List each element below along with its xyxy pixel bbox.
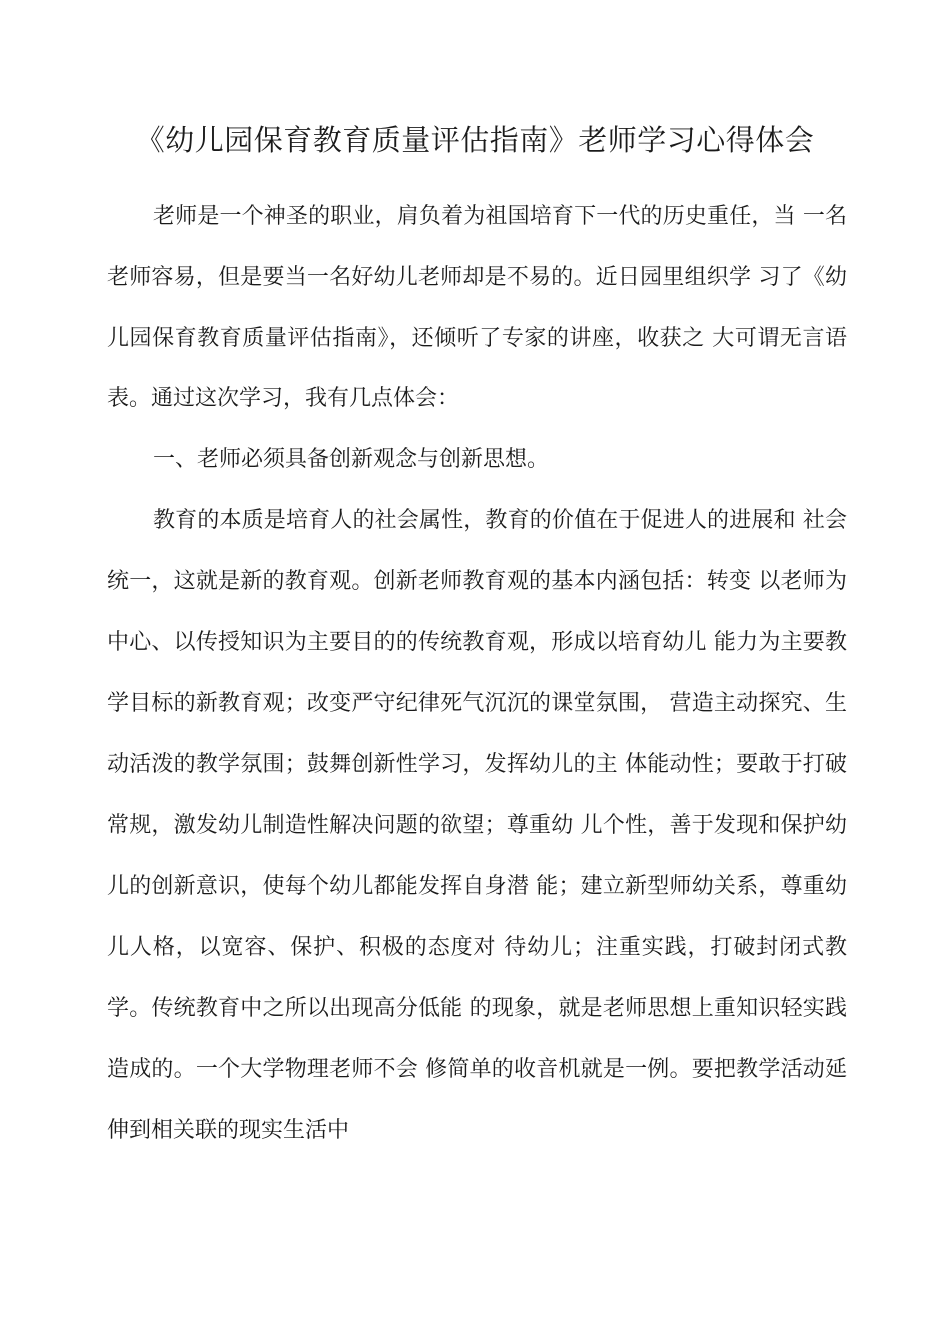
document-title: 《幼儿园保育教育质量评估指南》老师学习心得体会 [135, 123, 815, 157]
paragraph-2-line-3: 中心、以传授知识为主要目的的传统教育观，形成以培育幼儿 能力为主要教 [107, 630, 847, 655]
paragraph-2-line-2: 统一，这就是新的教育观。创新老师教育观的基本内涵包括：转变 以老师为 [107, 569, 847, 594]
paragraph-2-line-8: 儿人格，以宽容、保护、积极的态度对 待幼儿；注重实践，打破封闭式教 [107, 935, 847, 960]
paragraph-2-line-7: 儿的创新意识，使每个幼儿都能发挥自身潜 能；建立新型师幼关系，尊重幼 [107, 874, 847, 899]
paragraph-2-line-9: 学。传统教育中之所以出现高分低能 的现象，就是老师思想上重知识轻实践 [107, 996, 847, 1021]
paragraph-2-line-1: 教育的本质是培育人的社会属性，教育的价值在于促进人的进展和 社会 [153, 508, 847, 533]
paragraph-1-line-4: 表。通过这次学习，我有几点体会： [107, 386, 460, 411]
paragraph-1-line-3: 儿园保育教育质量评估指南》，还倾听了专家的讲座，收获之 大可谓无言语 [107, 326, 847, 351]
section-heading-1: 一、老师必须具备创新观念与创新思想。 [153, 447, 550, 472]
paragraph-2-line-6: 常规，激发幼儿制造性解决问题的欲望；尊重幼 儿个性，善于发现和保护幼 [107, 813, 847, 838]
paragraph-1-line-2: 老师容易，但是要当一名好幼儿老师却是不易的。近日园里组织学 习了《幼 [107, 265, 847, 290]
paragraph-1-line-1: 老师是一个神圣的职业，肩负着为祖国培育下一代的历史重任，当 一名 [153, 204, 847, 229]
paragraph-2-line-5: 动活泼的教学氛围；鼓舞创新性学习，发挥幼儿的主 体能动性；要敢于打破 [107, 752, 847, 777]
paragraph-2-line-11: 伸到相关联的现实生活中 [107, 1118, 350, 1143]
paragraph-2-line-10: 造成的。一个大学物理老师不会 修简单的收音机就是一例。要把教学活动延 [107, 1057, 847, 1082]
paragraph-2-line-4: 学目标的新教育观；改变严守纪律死气沉沉的课堂氛围， 营造主动探究、生 [107, 691, 847, 716]
